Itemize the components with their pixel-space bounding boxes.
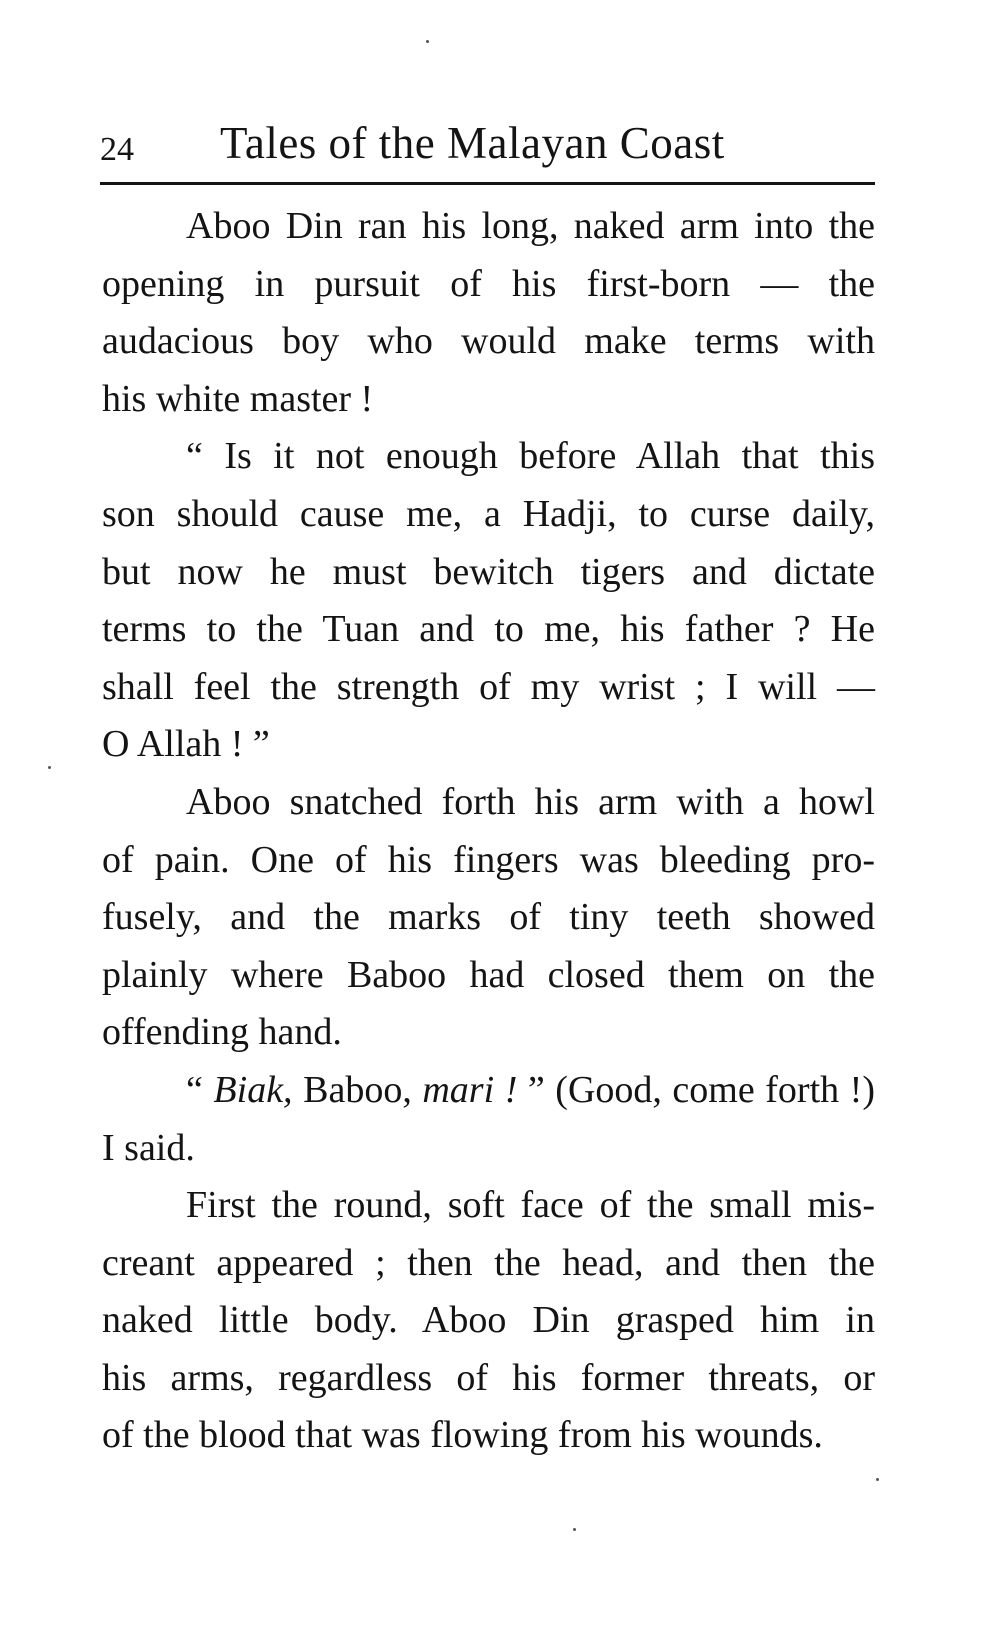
text-line: his white master ! bbox=[102, 377, 374, 420]
header-rule bbox=[100, 182, 875, 185]
text-line: audacious boy who would make terms with bbox=[102, 320, 875, 363]
text-line: naked little body. Aboo Din grasped him in bbox=[102, 1299, 875, 1342]
print-speck bbox=[573, 1528, 576, 1531]
italic-word-biak: Biak, bbox=[213, 1068, 293, 1111]
page-number: 24 bbox=[100, 131, 134, 168]
translation-text: ” (Good, come forth !) bbox=[517, 1068, 875, 1111]
paragraph-4 bbox=[102, 1062, 875, 1177]
text-line: creant appeared ; then the head, and then the bbox=[102, 1241, 875, 1284]
print-speck bbox=[426, 40, 429, 43]
paragraph-3 bbox=[102, 774, 875, 1062]
paragraph-5 bbox=[102, 1177, 875, 1465]
body-text bbox=[102, 198, 875, 1465]
text-line: “ Is it not enough before Allah that this bbox=[186, 435, 875, 478]
text-line: but now he must bewitch tigers and dictate bbox=[102, 550, 875, 593]
text-line: offending hand. bbox=[102, 1011, 342, 1054]
page-header bbox=[100, 110, 875, 180]
text-line: son should cause me, a Hadji, to curse daily, bbox=[102, 492, 875, 535]
text-line: of pain. One of his fingers was bleeding pro- bbox=[102, 838, 875, 881]
text-line: plainly where Baboo had closed them on the bbox=[102, 953, 875, 996]
text-line bbox=[102, 1062, 875, 1120]
open-quote: “ bbox=[186, 1068, 214, 1111]
paragraph-2 bbox=[102, 428, 875, 774]
text-line: First the round, soft face of the small mis- bbox=[186, 1184, 875, 1227]
text-line: O Allah ! ” bbox=[102, 723, 270, 766]
text-line: of the blood that was flowing from his wounds. bbox=[102, 1414, 823, 1457]
print-speck bbox=[48, 766, 51, 769]
running-title: Tales of the Malayan Coast bbox=[220, 118, 725, 168]
text-line: his arms, regardless of his former threats, or bbox=[102, 1356, 875, 1399]
word-baboo: Baboo, bbox=[292, 1068, 423, 1111]
italic-word-mari: mari ! bbox=[422, 1068, 518, 1111]
text-line: Aboo Din ran his long, naked arm into the bbox=[186, 205, 875, 247]
text-line: fusely, and the marks of tiny teeth showed bbox=[102, 896, 875, 939]
text-line: Aboo snatched forth his arm with a howl bbox=[186, 780, 875, 823]
paragraph-1 bbox=[102, 198, 875, 428]
text-line: shall feel the strength of my wrist ; I will — bbox=[102, 665, 875, 708]
text-line: I said. bbox=[102, 1126, 195, 1169]
text-line: opening in pursuit of his first-born — the bbox=[102, 262, 875, 305]
text-line: terms to the Tuan and to me, his father ? He bbox=[102, 608, 875, 651]
print-speck bbox=[876, 1478, 879, 1481]
